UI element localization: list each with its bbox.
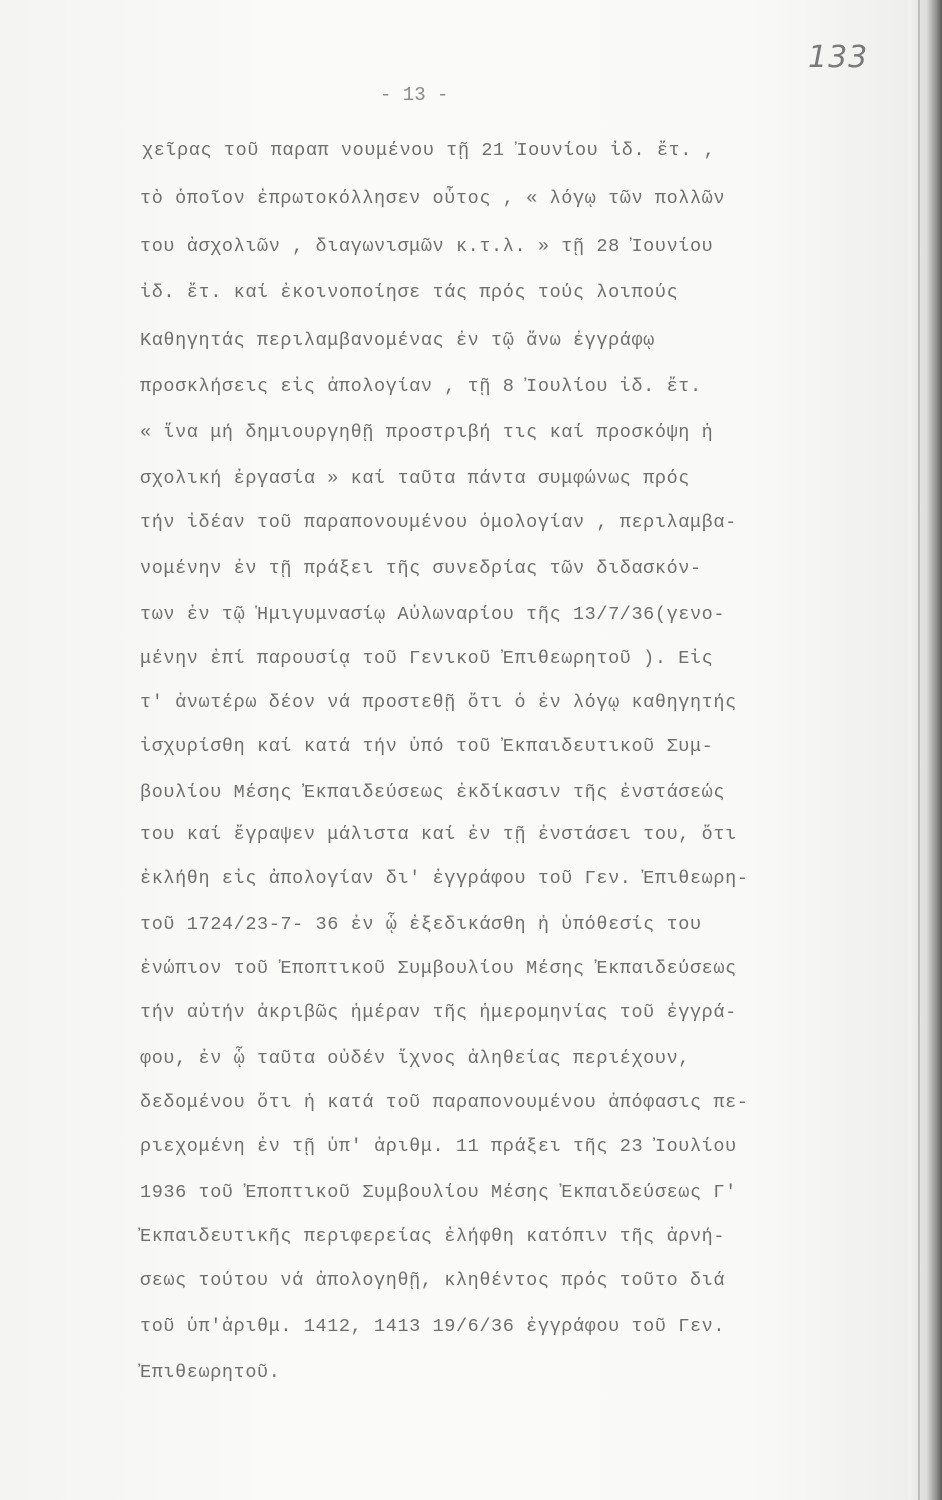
- text-line: ἰσχυρίσθη καί κατά τήν ὑπό τοῦ Ἐκπαιδευτικοῦ Συμ-: [140, 736, 714, 757]
- text-line: Ἐπιθεωρητοῦ.: [140, 1362, 281, 1383]
- text-line: ἐκλήθη εἰς ἀπολογίαν δι' ἐγγράφου τοῦ Γεν. Ἐπιθεωρη-: [140, 868, 749, 889]
- text-line: των ἐν τῷ Ἡμιγυμνασίῳ Αὐλωναρίου τῆς 13/7/36(γενο-: [140, 604, 726, 625]
- text-line: μένην ἐπί παρουσίᾳ τοῦ Γενικοῦ Ἐπιθεωρητοῦ ). Εἰς: [140, 648, 714, 669]
- text-line: Καθηγητάς περιλαμβανομένας ἐν τῷ ἄνω ἐγγράφῳ: [140, 330, 655, 351]
- archive-number: 133: [808, 40, 869, 75]
- text-line: σχολική ἐργασία » καί ταῦτα πάντα συμφώνως πρός: [140, 468, 690, 489]
- binding-edge: [908, 0, 942, 1500]
- text-line: ἰδ. ἔτ. καί ἐκοινοποίησε τάς πρός τούς λοιπούς: [140, 282, 679, 303]
- text-line: δεδομένου ὅτι ἡ κατά τοῦ παραπονουμένου ἀπόφασις πε-: [140, 1092, 749, 1113]
- text-line: τοῦ ὑπ'ἀριθμ. 1412, 1413 19/6/36 ἐγγράφου τοῦ Γεν.: [140, 1316, 726, 1337]
- binding-line: [918, 0, 920, 1500]
- text-line: τ' ἀνωτέρω δέον νά προστεθῇ ὅτι ὁ ἐν λόγῳ καθηγητής: [140, 692, 737, 713]
- text-line: φου, ἐν ᾧ ταῦτα οὐδέν ἴχνος ἀληθείας περιέχουν,: [140, 1048, 690, 1069]
- text-line: σεως τούτου νά ἀπολογηθῇ, κληθέντος πρός τοῦτο διά: [140, 1270, 726, 1291]
- text-line: « ἵνα μή δημιουργηθῇ προστριβή τις καί προσκόψη ἡ: [140, 422, 714, 443]
- text-line: 1936 τοῦ Ἐποπτικοῦ Συμβουλίου Μέσης Ἐκπαιδεύσεως Γ': [140, 1182, 737, 1203]
- text-line: τήν ἰδέαν τοῦ παραπονουμένου ὁμολογίαν , περιλαμβα-: [140, 512, 737, 533]
- text-line: ἐνώπιον τοῦ Ἐποπτικοῦ Συμβουλίου Μέσης Ἐκπαιδεύσεως: [140, 958, 737, 979]
- text-line: χεῖρας τοῦ παραπ νουμένου τῇ 21 Ἰουνίου ἰδ. ἔτ. ,: [142, 140, 716, 161]
- text-line: τὸ ὁποῖον ἐπρωτοκόλλησεν οὗτος , « λόγῳ τῶν πολλῶν: [140, 188, 726, 209]
- text-line: τοῦ 1724/23-7- 36 ἐν ᾧ ἐξεδικάσθη ἡ ὑπόθεσίς του: [140, 914, 702, 935]
- text-line: τήν αὐτήν ἀκριβῶς ἡμέραν τῆς ἡμερομηνίας τοῦ ἐγγρά-: [140, 1002, 737, 1023]
- text-line: ριεχομένη ἐν τῇ ὑπ' ἀριθμ. 11 πράξει τῆς 23 Ἰουλίου: [140, 1136, 737, 1157]
- text-line: του καί ἔγραψεν μάλιστα καί ἐν τῇ ἐνστάσει του, ὅτι: [140, 824, 737, 845]
- text-line: του ἀσχολιῶν , διαγωνισμῶν κ.τ.λ. » τῇ 28 Ἰουνίου: [140, 236, 714, 257]
- text-line: προσκλήσεις εἰς ἀπολογίαν , τῇ 8 Ἰουλίου ἰδ. ἔτ.: [140, 376, 702, 397]
- text-line: νομένην ἐν τῇ πράξει τῆς συνεδρίας τῶν διδασκόν-: [140, 558, 702, 579]
- text-line: Ἐκπαιδευτικῆς περιφερείας ἐλήφθη κατόπιν τῆς ἀρνή-: [140, 1226, 726, 1247]
- text-line: βουλίου Μέσης Ἐκπαιδεύσεως ἐκδίκασιν τῆς ἐνστάσεώς: [140, 782, 726, 803]
- page-number: - 13 -: [380, 84, 449, 106]
